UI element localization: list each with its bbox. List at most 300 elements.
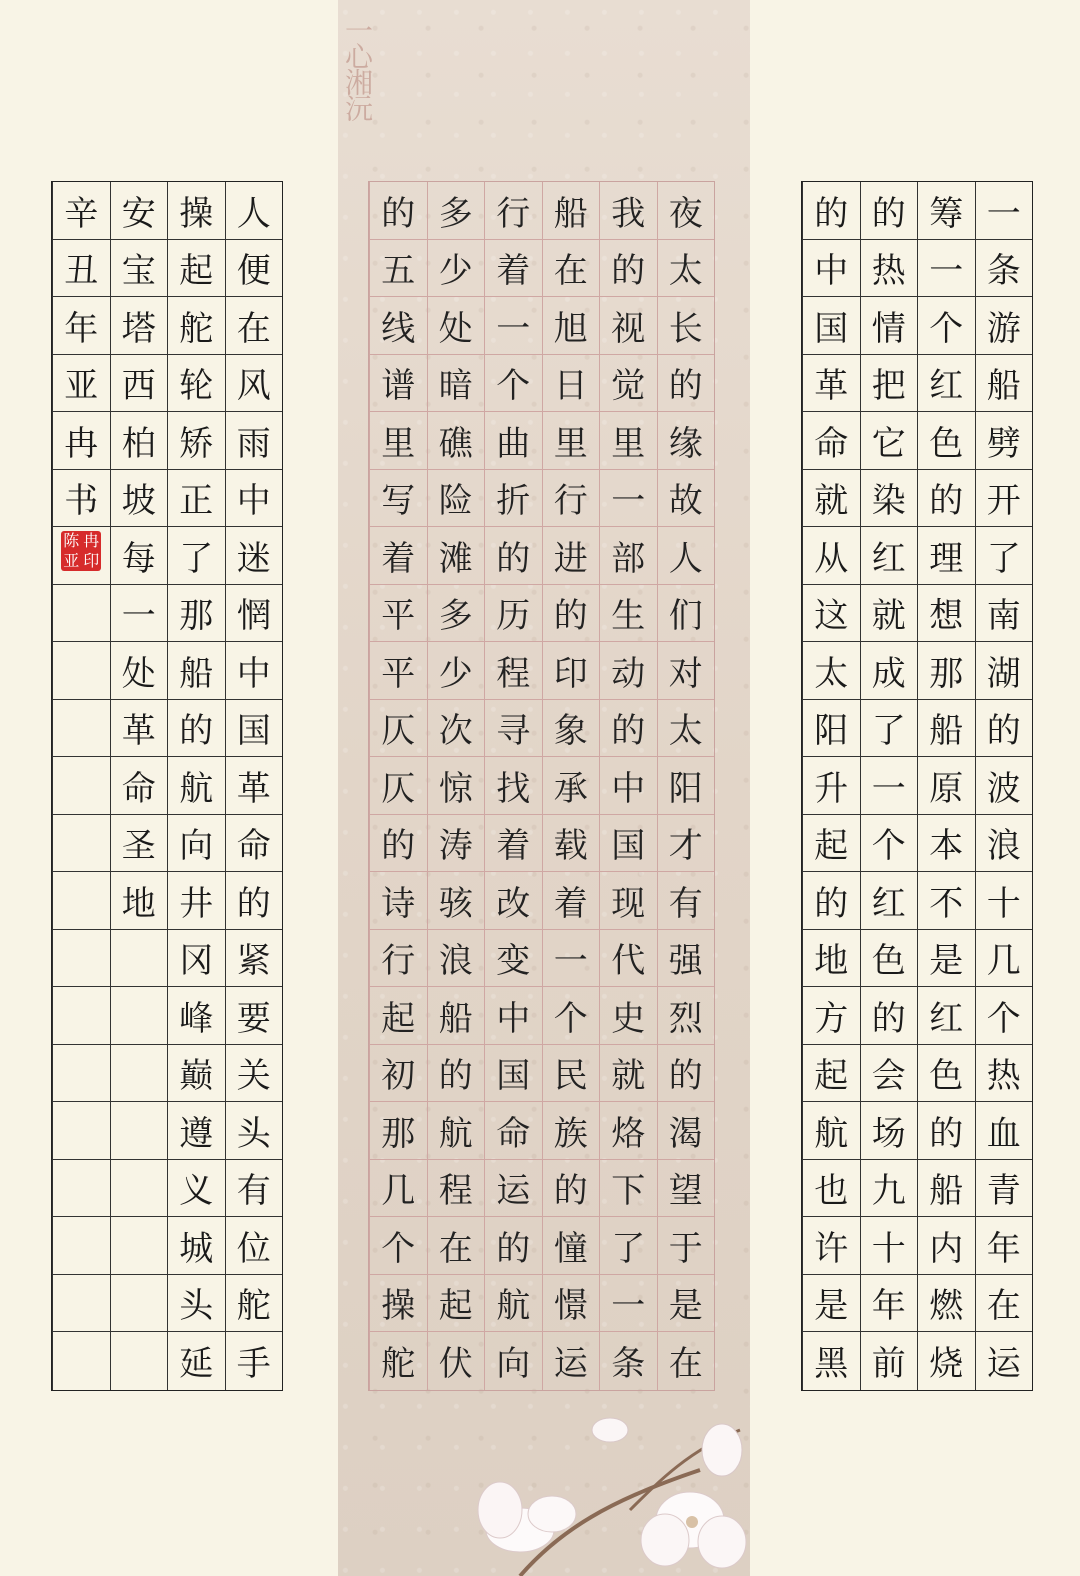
right-panel-char-cell: 黑: [802, 1332, 860, 1390]
left-panel-char-cell: [52, 527, 110, 585]
left-panel-char-cell: 城: [167, 1217, 225, 1275]
right-panel-char-cell: 的: [917, 1102, 975, 1160]
center-panel-char-cell: 个: [369, 1217, 427, 1275]
right-panel-char-cell: 游: [975, 297, 1033, 355]
right-panel-char-cell: 个: [917, 297, 975, 355]
center-panel-char-cell: 国: [484, 1045, 542, 1103]
left-panel-char-cell: 那: [167, 585, 225, 643]
left-panel-char-cell: 的: [167, 700, 225, 758]
right-panel-char-cell: 色: [917, 1045, 975, 1103]
left-panel-char-cell: [52, 930, 110, 988]
left-panel-char-cell: [52, 1217, 110, 1275]
center-panel-char-cell: 视: [599, 297, 657, 355]
center-panel-char-cell: 向: [484, 1332, 542, 1390]
left-panel-char-cell: [110, 1332, 168, 1390]
left-panel-char-cell: [110, 1160, 168, 1218]
left-panel-char-cell: 舵: [167, 297, 225, 355]
left-panel-char-cell: 丑: [52, 240, 110, 298]
center-panel-char-cell: 少: [427, 642, 485, 700]
center-panel-char-cell: 谱: [369, 355, 427, 413]
left-panel-char-cell: 在: [225, 297, 283, 355]
center-panel-char-cell: 起: [427, 1275, 485, 1333]
left-panel-char-cell: 坡: [110, 470, 168, 528]
center-panel-char-cell: 夜: [657, 182, 715, 240]
right-panel-char-cell: 一: [975, 182, 1033, 240]
center-panel-char-cell: 就: [599, 1045, 657, 1103]
right-panel-char-cell: 是: [917, 930, 975, 988]
left-panel-char-cell: 舵: [225, 1275, 283, 1333]
left-panel-char-cell: [52, 1160, 110, 1218]
right-panel-char-cell: 阳: [802, 700, 860, 758]
center-panel-char-cell: 有: [657, 872, 715, 930]
center-panel-char-cell: 行: [484, 182, 542, 240]
left-panel-char-cell: 人: [225, 182, 283, 240]
left-panel-char-cell: [52, 757, 110, 815]
center-panel-char-cell: 的: [484, 527, 542, 585]
seal-char: 冉: [83, 531, 100, 551]
left-panel-char-cell: 航: [167, 757, 225, 815]
right-panel-char-cell: 了: [860, 700, 918, 758]
right-panel-char-cell: 波: [975, 757, 1033, 815]
left-panel-char-cell: 冉: [52, 412, 110, 470]
center-panel-char-cell: 中: [484, 987, 542, 1045]
left-panel-char-cell: 头: [225, 1102, 283, 1160]
center-panel-char-cell: 平: [369, 585, 427, 643]
center-panel-char-cell: 初: [369, 1045, 427, 1103]
center-panel-char-cell: 诗: [369, 872, 427, 930]
left-panel-char-cell: 关: [225, 1045, 283, 1103]
right-panel-char-cell: 本: [917, 815, 975, 873]
left-panel-char-cell: 宝: [110, 240, 168, 298]
right-panel-char-cell: 红: [917, 355, 975, 413]
left-panel-char-cell: 亚: [52, 355, 110, 413]
center-panel-char-cell: 惊: [427, 757, 485, 815]
center-panel-char-cell: 条: [599, 1332, 657, 1390]
left-panel-char-cell: 正: [167, 470, 225, 528]
left-panel-char-cell: 中: [225, 642, 283, 700]
left-panel-char-cell: 遵: [167, 1102, 225, 1160]
right-panel-char-cell: 就: [802, 470, 860, 528]
center-panel-char-cell: 多: [427, 585, 485, 643]
left-panel-char-cell: 国: [225, 700, 283, 758]
center-panel-char-cell: 是: [657, 1275, 715, 1333]
right-panel-char-cell: 烧: [917, 1332, 975, 1390]
center-panel-char-cell: 对: [657, 642, 715, 700]
center-panel-char-cell: 个: [484, 355, 542, 413]
center-panel-char-cell: 少: [427, 240, 485, 298]
left-panel-char-cell: [52, 815, 110, 873]
center-panel-char-cell: 着: [484, 240, 542, 298]
left-panel-char-cell: [52, 872, 110, 930]
right-panel-char-cell: 从: [802, 527, 860, 585]
right-panel-char-cell: 会: [860, 1045, 918, 1103]
center-panel-char-cell: 航: [484, 1275, 542, 1333]
right-panel-char-cell: 它: [860, 412, 918, 470]
right-panel-char-cell: 升: [802, 757, 860, 815]
left-panel-char-cell: [110, 1045, 168, 1103]
left-panel-char-cell: [110, 1275, 168, 1333]
left-panel-char-cell: 手: [225, 1332, 283, 1390]
magnolia-flower-decoration: [460, 1410, 750, 1576]
center-panel-char-cell: 史: [599, 987, 657, 1045]
center-panel-char-cell: 几: [369, 1160, 427, 1218]
right-panel-char-cell: 年: [975, 1217, 1033, 1275]
center-panel-char-cell: 伏: [427, 1332, 485, 1390]
left-panel-char-cell: 中: [225, 470, 283, 528]
center-panel-char-cell: 着: [542, 872, 600, 930]
center-panel-char-cell: 寻: [484, 700, 542, 758]
left-panel-char-cell: 位: [225, 1217, 283, 1275]
seal-char: 印: [83, 551, 100, 571]
left-panel-char-cell: 操: [167, 182, 225, 240]
left-panel-char-cell: 一: [110, 585, 168, 643]
center-panel-char-cell: 里: [369, 412, 427, 470]
right-panel-char-cell: 船: [975, 355, 1033, 413]
center-panel-char-cell: 的: [542, 1160, 600, 1218]
right-panel-char-cell: 的: [802, 872, 860, 930]
center-panel-char-cell: 起: [369, 987, 427, 1045]
left-panel-char-cell: 雨: [225, 412, 283, 470]
right-panel-char-cell: 方: [802, 987, 860, 1045]
right-panel-char-cell: 的: [860, 182, 918, 240]
right-panel-char-cell: 九: [860, 1160, 918, 1218]
center-panel-char-cell: 日: [542, 355, 600, 413]
center-panel-char-cell: 在: [427, 1217, 485, 1275]
center-panel-char-cell: 太: [657, 700, 715, 758]
center-panel-char-cell: 浪: [427, 930, 485, 988]
center-panel-char-cell: 航: [427, 1102, 485, 1160]
center-panel-char-cell: 操: [369, 1275, 427, 1333]
right-panel-char-cell: 十: [860, 1217, 918, 1275]
center-panel-char-cell: 象: [542, 700, 600, 758]
center-panel-char-cell: 曲: [484, 412, 542, 470]
center-panel-char-cell: 长: [657, 297, 715, 355]
left-panel-char-cell: 义: [167, 1160, 225, 1218]
left-panel-char-cell: [110, 1102, 168, 1160]
center-panel-char-cell: 望: [657, 1160, 715, 1218]
center-panel-char-cell: 着: [369, 527, 427, 585]
right-panel-char-cell: 条: [975, 240, 1033, 298]
right-panel-char-cell: 船: [917, 700, 975, 758]
center-panel-char-cell: 现: [599, 872, 657, 930]
center-panel-char-cell: 找: [484, 757, 542, 815]
center-panel-char-cell: 一: [542, 930, 600, 988]
left-panel-char-cell: 命: [225, 815, 283, 873]
center-panel-char-cell: 暗: [427, 355, 485, 413]
center-panel-char-cell: 着: [484, 815, 542, 873]
left-panel-char-cell: [52, 1275, 110, 1333]
right-panel-char-cell: 起: [802, 815, 860, 873]
right-panel-char-cell: 就: [860, 585, 918, 643]
center-panel-char-cell: 仄: [369, 700, 427, 758]
center-panel-char-cell: 憧: [542, 1217, 600, 1275]
right-panel-char-cell: 那: [917, 642, 975, 700]
seal-char: 陈: [63, 531, 80, 551]
center-panel-char-cell: 行: [369, 930, 427, 988]
left-panel-char-cell: 迷: [225, 527, 283, 585]
right-panel-char-cell: 场: [860, 1102, 918, 1160]
right-panel-char-cell: 十: [975, 872, 1033, 930]
left-panel-char-cell: [110, 987, 168, 1045]
center-panel-char-cell: 我: [599, 182, 657, 240]
center-panel-char-cell: 进: [542, 527, 600, 585]
center-panel-char-cell: 线: [369, 297, 427, 355]
left-panel-char-cell: 地: [110, 872, 168, 930]
right-panel-char-cell: 染: [860, 470, 918, 528]
center-panel-char-cell: 行: [542, 470, 600, 528]
center-panel-char-cell: 里: [599, 412, 657, 470]
center-panel-char-cell: 族: [542, 1102, 600, 1160]
right-panel-char-cell: 的: [975, 700, 1033, 758]
right-panel-char-cell: 一: [917, 240, 975, 298]
right-calligraphy-panel: [801, 181, 1033, 1391]
left-panel-char-cell: 圣: [110, 815, 168, 873]
right-panel-char-cell: 命: [802, 412, 860, 470]
center-panel-char-cell: 代: [599, 930, 657, 988]
center-panel-char-cell: 运: [542, 1332, 600, 1390]
center-panel-char-cell: 平: [369, 642, 427, 700]
right-panel-char-cell: 情: [860, 297, 918, 355]
left-panel-char-cell: [52, 1102, 110, 1160]
center-panel-char-cell: 的: [542, 585, 600, 643]
right-panel-char-cell: 中: [802, 240, 860, 298]
center-panel-char-cell: 的: [427, 1045, 485, 1103]
right-panel-char-cell: 这: [802, 585, 860, 643]
right-panel-char-cell: 劈: [975, 412, 1033, 470]
center-panel-char-cell: 礁: [427, 412, 485, 470]
right-panel-char-cell: 前: [860, 1332, 918, 1390]
right-panel-char-cell: 色: [917, 412, 975, 470]
center-panel-char-cell: 历: [484, 585, 542, 643]
left-panel-char-cell: 矫: [167, 412, 225, 470]
left-panel-char-cell: 轮: [167, 355, 225, 413]
center-panel-char-cell: 旭: [542, 297, 600, 355]
center-panel-char-cell: 次: [427, 700, 485, 758]
left-panel-char-cell: 井: [167, 872, 225, 930]
center-panel-char-cell: 于: [657, 1217, 715, 1275]
left-panel-char-cell: [110, 1217, 168, 1275]
right-panel-char-cell: 燃: [917, 1275, 975, 1333]
right-panel-char-cell: 湖: [975, 642, 1033, 700]
center-panel-char-cell: 才: [657, 815, 715, 873]
left-panel-char-cell: 塔: [110, 297, 168, 355]
right-panel-char-cell: 热: [860, 240, 918, 298]
center-panel-char-cell: 的: [369, 182, 427, 240]
center-panel-char-cell: 骇: [427, 872, 485, 930]
left-panel-char-cell: 革: [110, 700, 168, 758]
center-panel-char-cell: 一: [599, 470, 657, 528]
right-panel-char-cell: 不: [917, 872, 975, 930]
left-panel-char-cell: 命: [110, 757, 168, 815]
center-panel-char-cell: 中: [599, 757, 657, 815]
left-panel-char-cell: [110, 930, 168, 988]
right-panel-char-cell: 的: [917, 470, 975, 528]
right-panel-char-cell: 年: [860, 1275, 918, 1333]
left-panel-char-cell: 年: [52, 297, 110, 355]
left-panel-char-cell: 柏: [110, 412, 168, 470]
right-panel-char-cell: 南: [975, 585, 1033, 643]
right-panel-char-cell: 热: [975, 1045, 1033, 1103]
left-panel-char-cell: 头: [167, 1275, 225, 1333]
left-panel-char-cell: 西: [110, 355, 168, 413]
center-panel-char-cell: 部: [599, 527, 657, 585]
center-panel-char-cell: 改: [484, 872, 542, 930]
right-panel-char-cell: 成: [860, 642, 918, 700]
center-panel-char-cell: 运: [484, 1160, 542, 1218]
left-panel-char-cell: 有: [225, 1160, 283, 1218]
center-panel-char-cell: 折: [484, 470, 542, 528]
left-panel-char-cell: 革: [225, 757, 283, 815]
center-panel-char-cell: 烙: [599, 1102, 657, 1160]
right-panel-char-cell: 内: [917, 1217, 975, 1275]
left-panel-char-cell: [52, 700, 110, 758]
red-seal-stamp: [61, 531, 101, 571]
center-panel-char-cell: 五: [369, 240, 427, 298]
left-panel-char-cell: [52, 585, 110, 643]
center-panel-char-cell: 了: [599, 1217, 657, 1275]
left-panel-char-cell: 书: [52, 470, 110, 528]
right-panel-char-cell: 许: [802, 1217, 860, 1275]
right-panel-char-cell: 革: [802, 355, 860, 413]
center-panel-char-cell: 一: [599, 1275, 657, 1333]
right-panel-char-cell: 国: [802, 297, 860, 355]
left-panel-char-cell: [52, 1045, 110, 1103]
left-panel-char-cell: 风: [225, 355, 283, 413]
center-panel-char-cell: 人: [657, 527, 715, 585]
seal-char: 亚: [63, 551, 80, 571]
right-panel-char-cell: 色: [860, 930, 918, 988]
center-panel-char-cell: 们: [657, 585, 715, 643]
right-panel-char-cell: 航: [802, 1102, 860, 1160]
right-panel-char-cell: 在: [975, 1275, 1033, 1333]
left-panel-char-cell: 每: [110, 527, 168, 585]
right-panel-char-cell: 红: [860, 872, 918, 930]
right-panel-char-cell: 理: [917, 527, 975, 585]
left-panel-char-cell: 紧: [225, 930, 283, 988]
left-panel-char-cell: 要: [225, 987, 283, 1045]
right-panel-char-cell: 运: [975, 1332, 1033, 1390]
center-panel-char-cell: 缘: [657, 412, 715, 470]
center-panel-char-cell: 下: [599, 1160, 657, 1218]
left-panel-char-cell: 船: [167, 642, 225, 700]
left-panel-char-cell: 延: [167, 1332, 225, 1390]
top-stamp: 一心湘沅: [341, 16, 374, 120]
right-panel-char-cell: 筹: [917, 182, 975, 240]
center-panel-char-cell: 承: [542, 757, 600, 815]
left-panel-char-cell: 惘: [225, 585, 283, 643]
center-panel-char-cell: 仄: [369, 757, 427, 815]
center-panel-char-cell: 载: [542, 815, 600, 873]
right-panel-char-cell: 浪: [975, 815, 1033, 873]
left-calligraphy-panel: [51, 181, 283, 1391]
center-panel-char-cell: 变: [484, 930, 542, 988]
left-panel-char-cell: 处: [110, 642, 168, 700]
left-panel-char-cell: 向: [167, 815, 225, 873]
center-panel-char-cell: 烈: [657, 987, 715, 1045]
left-panel-char-cell: 辛: [52, 182, 110, 240]
center-panel-char-cell: 太: [657, 240, 715, 298]
left-panel-char-cell: 安: [110, 182, 168, 240]
center-panel-char-cell: 的: [369, 815, 427, 873]
left-panel-char-cell: [52, 1332, 110, 1390]
left-panel-char-cell: 峰: [167, 987, 225, 1045]
center-panel-char-cell: 的: [657, 1045, 715, 1103]
right-panel-char-cell: 地: [802, 930, 860, 988]
left-panel-char-cell: 巅: [167, 1045, 225, 1103]
right-panel-char-cell: 红: [860, 527, 918, 585]
center-panel-char-cell: 的: [599, 240, 657, 298]
left-panel-char-cell: 便: [225, 240, 283, 298]
center-panel-char-cell: 程: [484, 642, 542, 700]
center-panel-char-cell: 多: [427, 182, 485, 240]
center-panel-char-cell: 觉: [599, 355, 657, 413]
center-panel-char-cell: 处: [427, 297, 485, 355]
right-panel-char-cell: 几: [975, 930, 1033, 988]
left-panel-char-cell: 冈: [167, 930, 225, 988]
center-panel-char-cell: 在: [542, 240, 600, 298]
right-panel-char-cell: 青: [975, 1160, 1033, 1218]
right-panel-char-cell: 个: [860, 815, 918, 873]
right-panel-char-cell: 船: [917, 1160, 975, 1218]
center-panel-char-cell: 憬: [542, 1275, 600, 1333]
center-panel-char-cell: 里: [542, 412, 600, 470]
center-panel-char-cell: 个: [542, 987, 600, 1045]
center-panel-char-cell: 的: [599, 700, 657, 758]
center-panel-char-cell: 阳: [657, 757, 715, 815]
right-panel-char-cell: 也: [802, 1160, 860, 1218]
center-panel-char-cell: 程: [427, 1160, 485, 1218]
center-panel-char-cell: 渴: [657, 1102, 715, 1160]
center-panel-char-cell: 在: [657, 1332, 715, 1390]
center-panel-char-cell: 印: [542, 642, 600, 700]
center-panel-char-cell: 的: [657, 355, 715, 413]
left-panel-char-cell: [52, 642, 110, 700]
right-panel-char-cell: 把: [860, 355, 918, 413]
right-panel-char-cell: 开: [975, 470, 1033, 528]
center-panel-char-cell: 一: [484, 297, 542, 355]
right-panel-char-cell: 是: [802, 1275, 860, 1333]
left-panel-char-cell: 的: [225, 872, 283, 930]
right-panel-char-cell: 起: [802, 1045, 860, 1103]
center-panel-char-cell: 生: [599, 585, 657, 643]
right-panel-char-cell: 太: [802, 642, 860, 700]
center-panel-char-cell: 国: [599, 815, 657, 873]
center-panel-char-cell: 民: [542, 1045, 600, 1103]
center-panel-char-cell: 滩: [427, 527, 485, 585]
center-panel-char-cell: 写: [369, 470, 427, 528]
right-panel-char-cell: 想: [917, 585, 975, 643]
right-panel-char-cell: 的: [860, 987, 918, 1045]
center-calligraphy-panel: [368, 181, 715, 1391]
center-panel-char-cell: 强: [657, 930, 715, 988]
right-panel-char-cell: 个: [975, 987, 1033, 1045]
right-panel-char-cell: 红: [917, 987, 975, 1045]
right-panel-char-cell: 了: [975, 527, 1033, 585]
center-panel-char-cell: 动: [599, 642, 657, 700]
center-panel-char-cell: 故: [657, 470, 715, 528]
center-panel-char-cell: 舵: [369, 1332, 427, 1390]
center-panel-char-cell: 的: [484, 1217, 542, 1275]
right-panel-char-cell: 血: [975, 1102, 1033, 1160]
left-panel-char-cell: 起: [167, 240, 225, 298]
center-panel-char-cell: 船: [427, 987, 485, 1045]
left-panel-char-cell: 了: [167, 527, 225, 585]
center-panel-char-cell: 船: [542, 182, 600, 240]
center-panel-char-cell: 涛: [427, 815, 485, 873]
right-panel-char-cell: 的: [802, 182, 860, 240]
center-panel-char-cell: 险: [427, 470, 485, 528]
right-panel-char-cell: 原: [917, 757, 975, 815]
